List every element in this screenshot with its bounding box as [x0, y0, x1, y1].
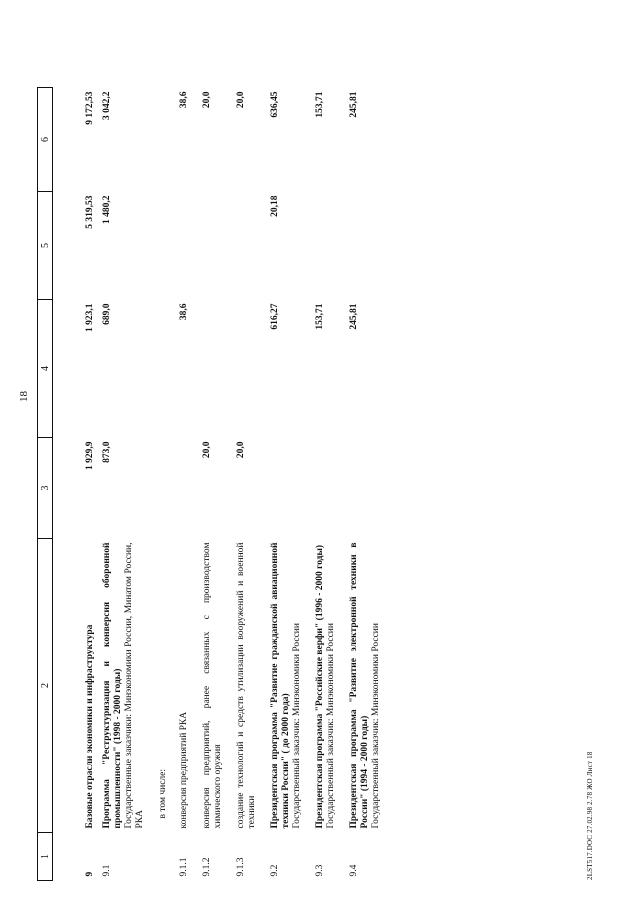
row-number: 9.1.2 [202, 857, 212, 877]
row-title: конверсия предприятий РКА [179, 711, 189, 829]
row-title: Базовые отрасли экономики и инфраструктура [85, 624, 95, 829]
value-col5 [158, 192, 169, 300]
value-col6 [158, 88, 169, 192]
value-col5 [236, 192, 258, 300]
value-col5 [315, 192, 337, 300]
table-header-row [38, 88, 53, 881]
row-number: 9.2 [270, 864, 280, 877]
value-col6: 20,0 [236, 91, 246, 109]
row-description [349, 539, 382, 833]
value-col3 [179, 438, 190, 539]
row-customer: Государственные заказчики: Минэкономики России, Минатом России, РКА [124, 542, 145, 829]
row-number: 9 [85, 871, 95, 877]
row-description [270, 539, 303, 833]
value-col4: 245,81 [349, 303, 359, 330]
row-customer: Государственный заказчик: Минэкономики России [292, 623, 302, 829]
value-col6: 636,45 [270, 91, 280, 118]
table-row [270, 88, 303, 881]
table-row [53, 88, 97, 881]
value-col3: 1 929,9 [85, 441, 95, 470]
column-header: 4 [38, 300, 53, 438]
value-col4: 38,6 [179, 303, 189, 321]
value-col3: 20,0 [202, 441, 212, 459]
value-col4: 1 923,1 [85, 303, 95, 332]
row-number: 9.1 [102, 864, 112, 877]
column-header: 5 [38, 192, 53, 300]
value-col6: 38,6 [179, 91, 189, 109]
value-col4: 689,0 [102, 303, 112, 325]
row-description [315, 539, 337, 833]
table-row [349, 88, 382, 881]
row-customer: Государственный заказчик: Минэкономики России [371, 623, 381, 829]
table-row [179, 88, 190, 881]
column-header: 3 [38, 438, 53, 539]
table-row [102, 88, 146, 881]
row-title: в том числе: [158, 768, 168, 819]
column-header: 6 [38, 88, 53, 192]
program-table [37, 87, 382, 881]
row-description [158, 539, 169, 833]
row-title: Президентская программа "Развитие электронной техники в России" (1994 - 2000 годы) [349, 542, 370, 829]
value-col3 [349, 438, 382, 539]
row-title: создание технологий и средств утилизации вооружений и военной техники [236, 542, 257, 829]
table-row [202, 88, 224, 881]
row-number: 9.4 [349, 864, 359, 877]
value-col5: 5 319,53 [85, 195, 95, 229]
row-title: Президентская программа "Развитие гражданской авиационной техники России" ( до 2000 года) [270, 542, 291, 829]
value-col5: 20,18 [270, 195, 280, 217]
value-col3: 20,0 [236, 441, 246, 459]
page-number: 18 [18, 391, 30, 402]
row-number: 9.3 [315, 864, 325, 877]
value-col5: 1 480,2 [102, 195, 112, 224]
table-row [158, 88, 169, 881]
value-col6: 9 172,53 [85, 91, 95, 125]
table-row [236, 88, 258, 881]
row-title: конверсия предприятий, ранее связанных с производством химического оружия [202, 542, 223, 829]
row-number: 9.1.1 [179, 857, 189, 877]
value-col3: 873,0 [102, 441, 112, 463]
value-col4: 616,27 [270, 303, 280, 330]
value-col6: 153,71 [315, 91, 325, 118]
column-header: 2 [38, 539, 53, 833]
row-description [102, 539, 146, 833]
value-col4 [158, 300, 169, 438]
value-col6: 245,81 [349, 91, 359, 118]
row-number [158, 833, 169, 881]
table-row [315, 88, 337, 881]
value-col4 [236, 300, 258, 438]
value-col4: 153,71 [315, 303, 325, 330]
value-col6: 3 042,2 [102, 91, 112, 120]
row-title: Программа "Реструктуризация и конверсия оборонной промышленности" (1998 - 2000 годы) [102, 542, 123, 829]
value-col5 [349, 192, 382, 300]
value-col4 [202, 300, 224, 438]
row-number: 9.1.3 [236, 857, 246, 877]
value-col6: 20,0 [202, 91, 212, 109]
column-header: 1 [38, 833, 53, 881]
row-customer: Государственный заказчик: Минэкономики России [326, 623, 336, 829]
value-col5 [202, 192, 224, 300]
document-footer: 2LST517.DOC 27.02.98 2.78 ЖО Лист 18 [586, 751, 594, 880]
value-col3 [315, 438, 337, 539]
row-title: Президентская программа "Российские верфи" (1996 - 2000 годы) [315, 544, 325, 829]
value-col3 [158, 438, 169, 539]
value-col3 [270, 438, 303, 539]
value-col5 [179, 192, 190, 300]
